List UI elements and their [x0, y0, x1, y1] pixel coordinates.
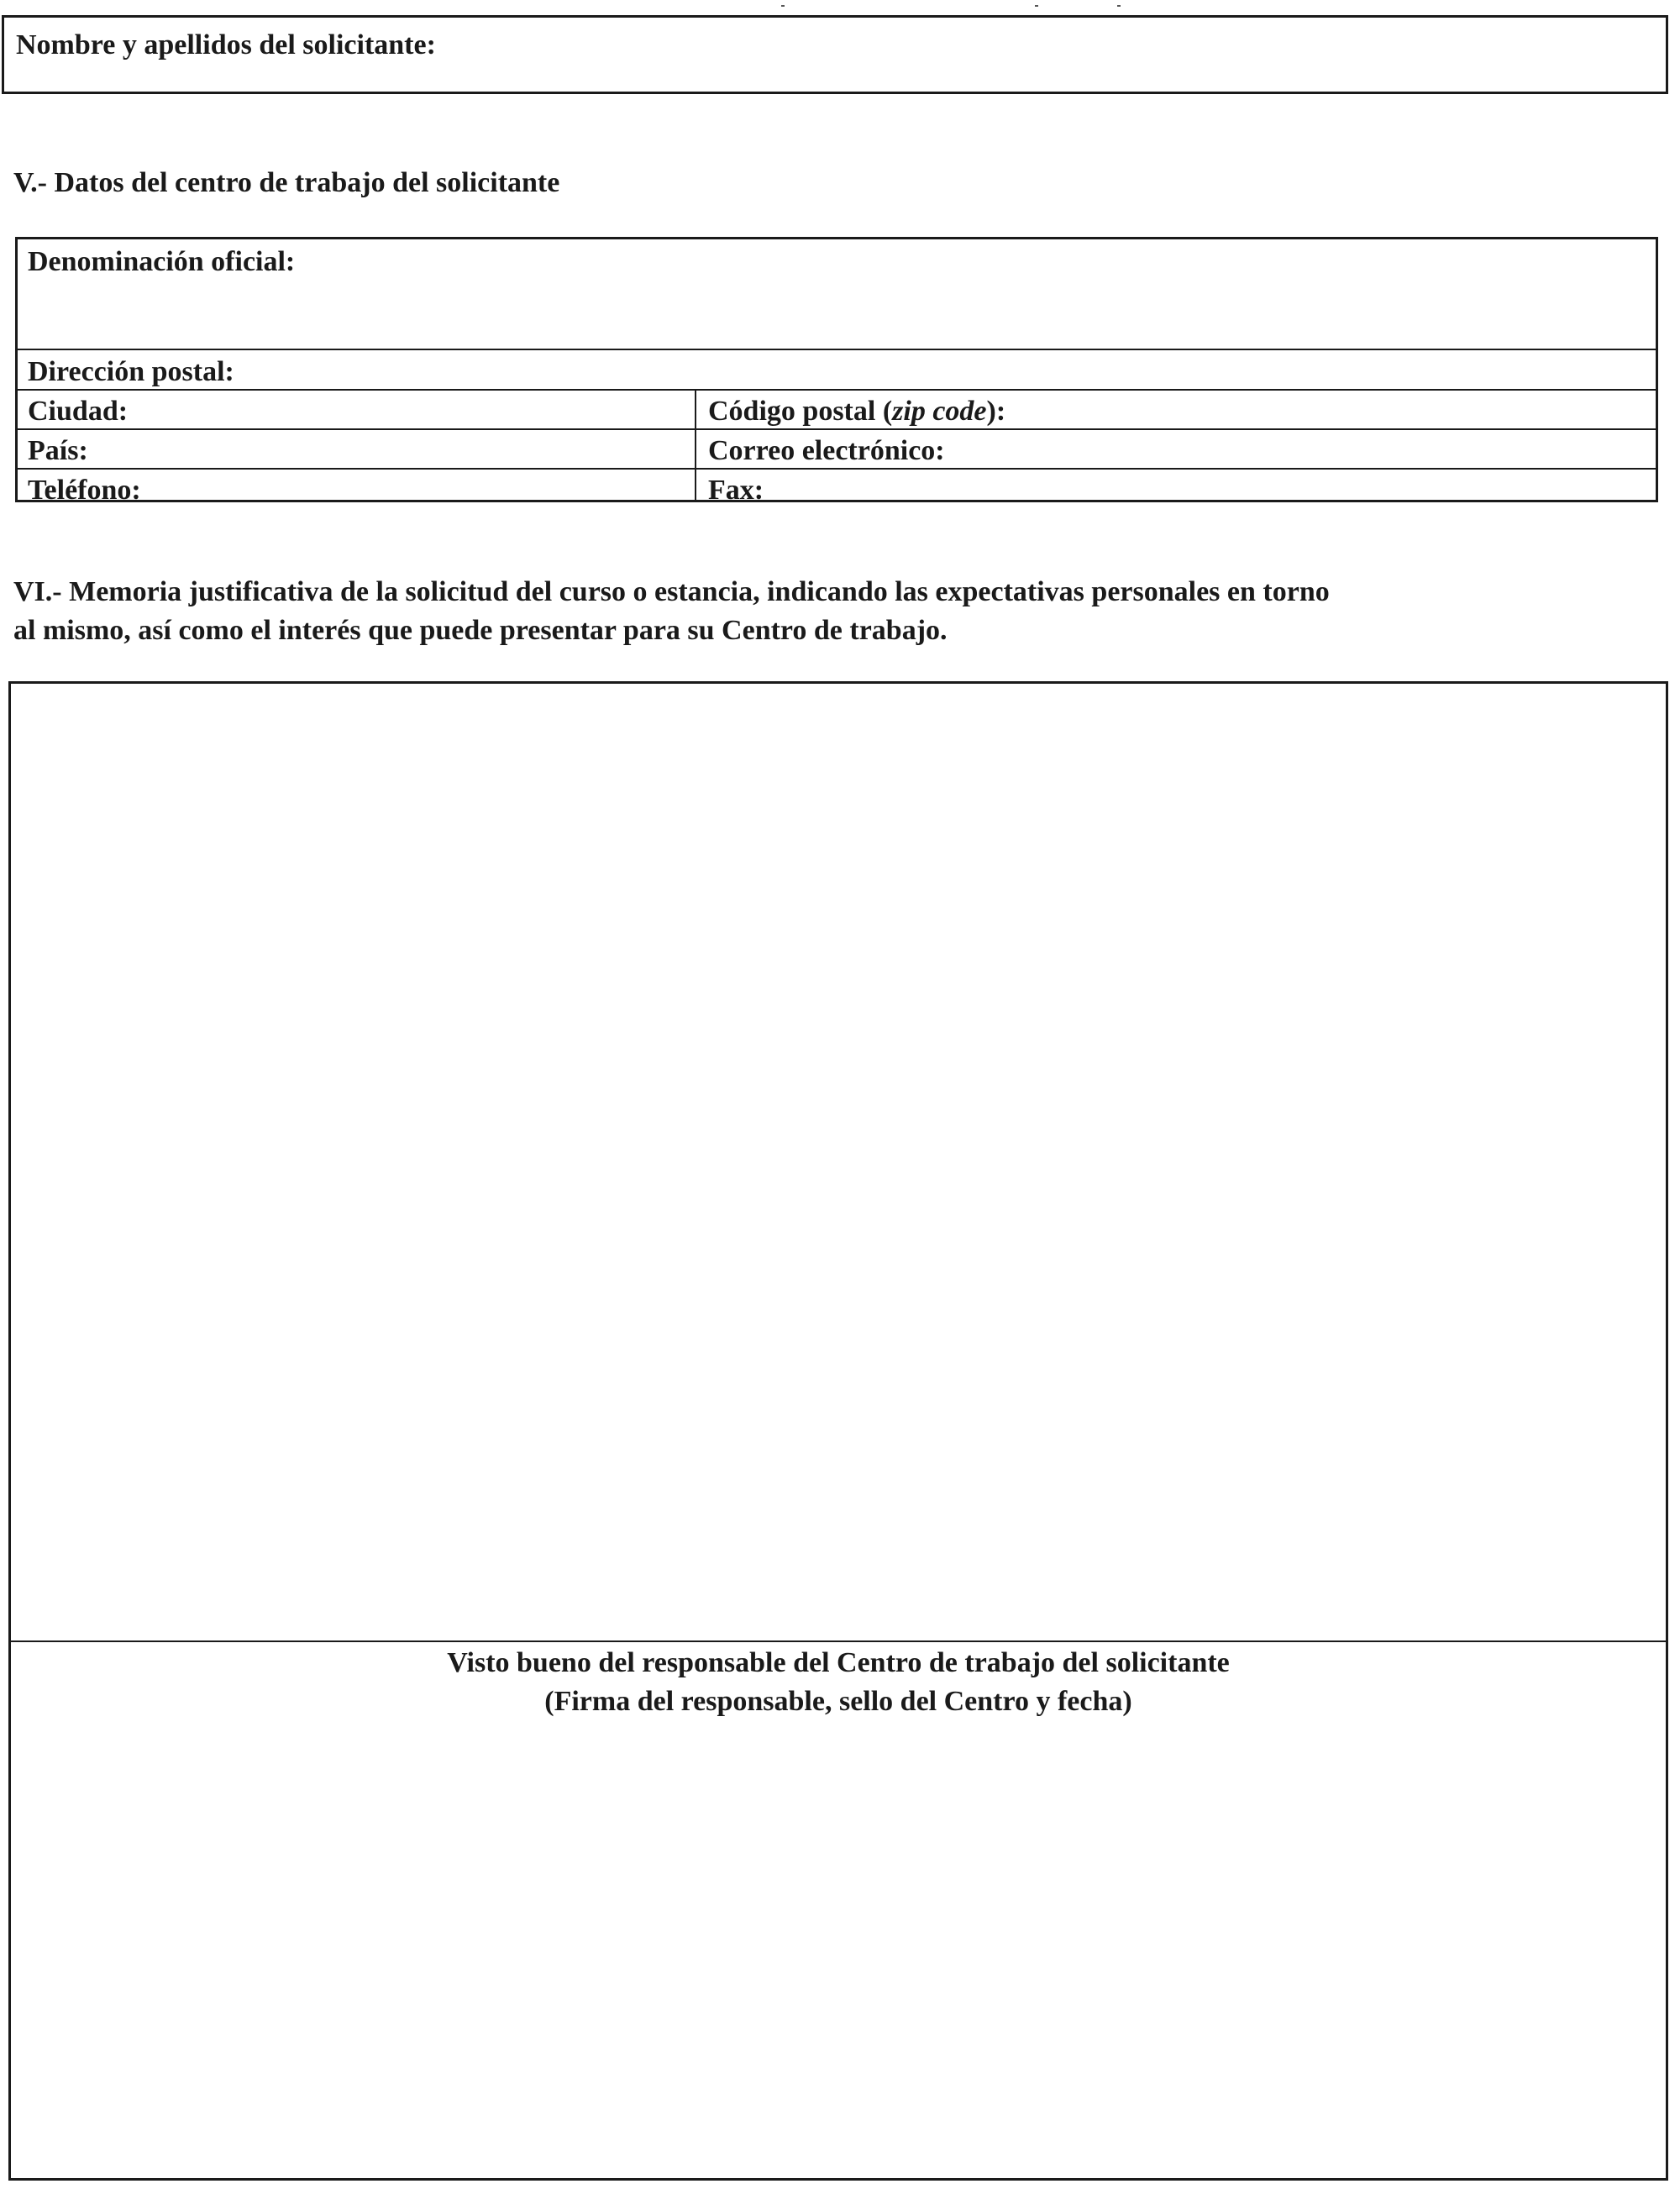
section-vi-title — [13, 573, 1660, 650]
approval-line2: (Firma del responsable, sello del Centro y fecha) — [544, 1685, 1132, 1717]
section-v-title: V.- Datos del centro de trabajo del solicitante — [13, 167, 560, 198]
postal-code-label: Código postal (zip code): — [708, 396, 1006, 427]
official-name-label: Denominación oficial: — [28, 246, 296, 277]
approval-text — [11, 1644, 1666, 1721]
scan-mark — [781, 5, 785, 7]
email-label: Correo electrónico: — [708, 435, 945, 466]
zip-code-italic: zip code — [892, 396, 987, 427]
postal-address-label: Dirección postal: — [28, 356, 234, 387]
postal-address-field[interactable] — [286, 349, 1651, 383]
email-field[interactable] — [1000, 429, 1651, 463]
postal-code-field[interactable] — [1075, 390, 1651, 423]
city-label: Ciudad: — [28, 396, 129, 427]
signature-area[interactable] — [17, 1730, 1660, 2167]
official-name-field[interactable] — [361, 244, 1651, 343]
scan-mark — [1117, 5, 1121, 7]
fax-label: Fax: — [708, 475, 764, 506]
phone-label: Teléfono: — [28, 475, 141, 506]
memoria-text-area[interactable] — [17, 690, 1660, 1631]
country-field[interactable] — [101, 429, 689, 463]
approval-line1: Visto bueno del responsable del Centro de trabajo del solicitante — [447, 1647, 1230, 1678]
column-divider — [695, 389, 696, 500]
scan-mark — [1035, 5, 1038, 7]
phone-field[interactable] — [168, 469, 689, 499]
applicant-name-field[interactable] — [538, 25, 1655, 84]
section-vi-title-line2: al mismo, así como el interés que puede presentar para su Centro de trabajo. — [13, 614, 948, 646]
fax-field[interactable] — [781, 469, 1651, 499]
approval-divider — [11, 1640, 1666, 1642]
city-field[interactable] — [151, 390, 689, 423]
section-vi-title-line1: VI.- Memoria justificativa de la solicitud del curso o estancia, indicando las expectativas personales en torno — [13, 576, 1330, 607]
applicant-name-label: Nombre y apellidos del solicitante: — [16, 29, 436, 60]
country-label: País: — [28, 435, 88, 466]
